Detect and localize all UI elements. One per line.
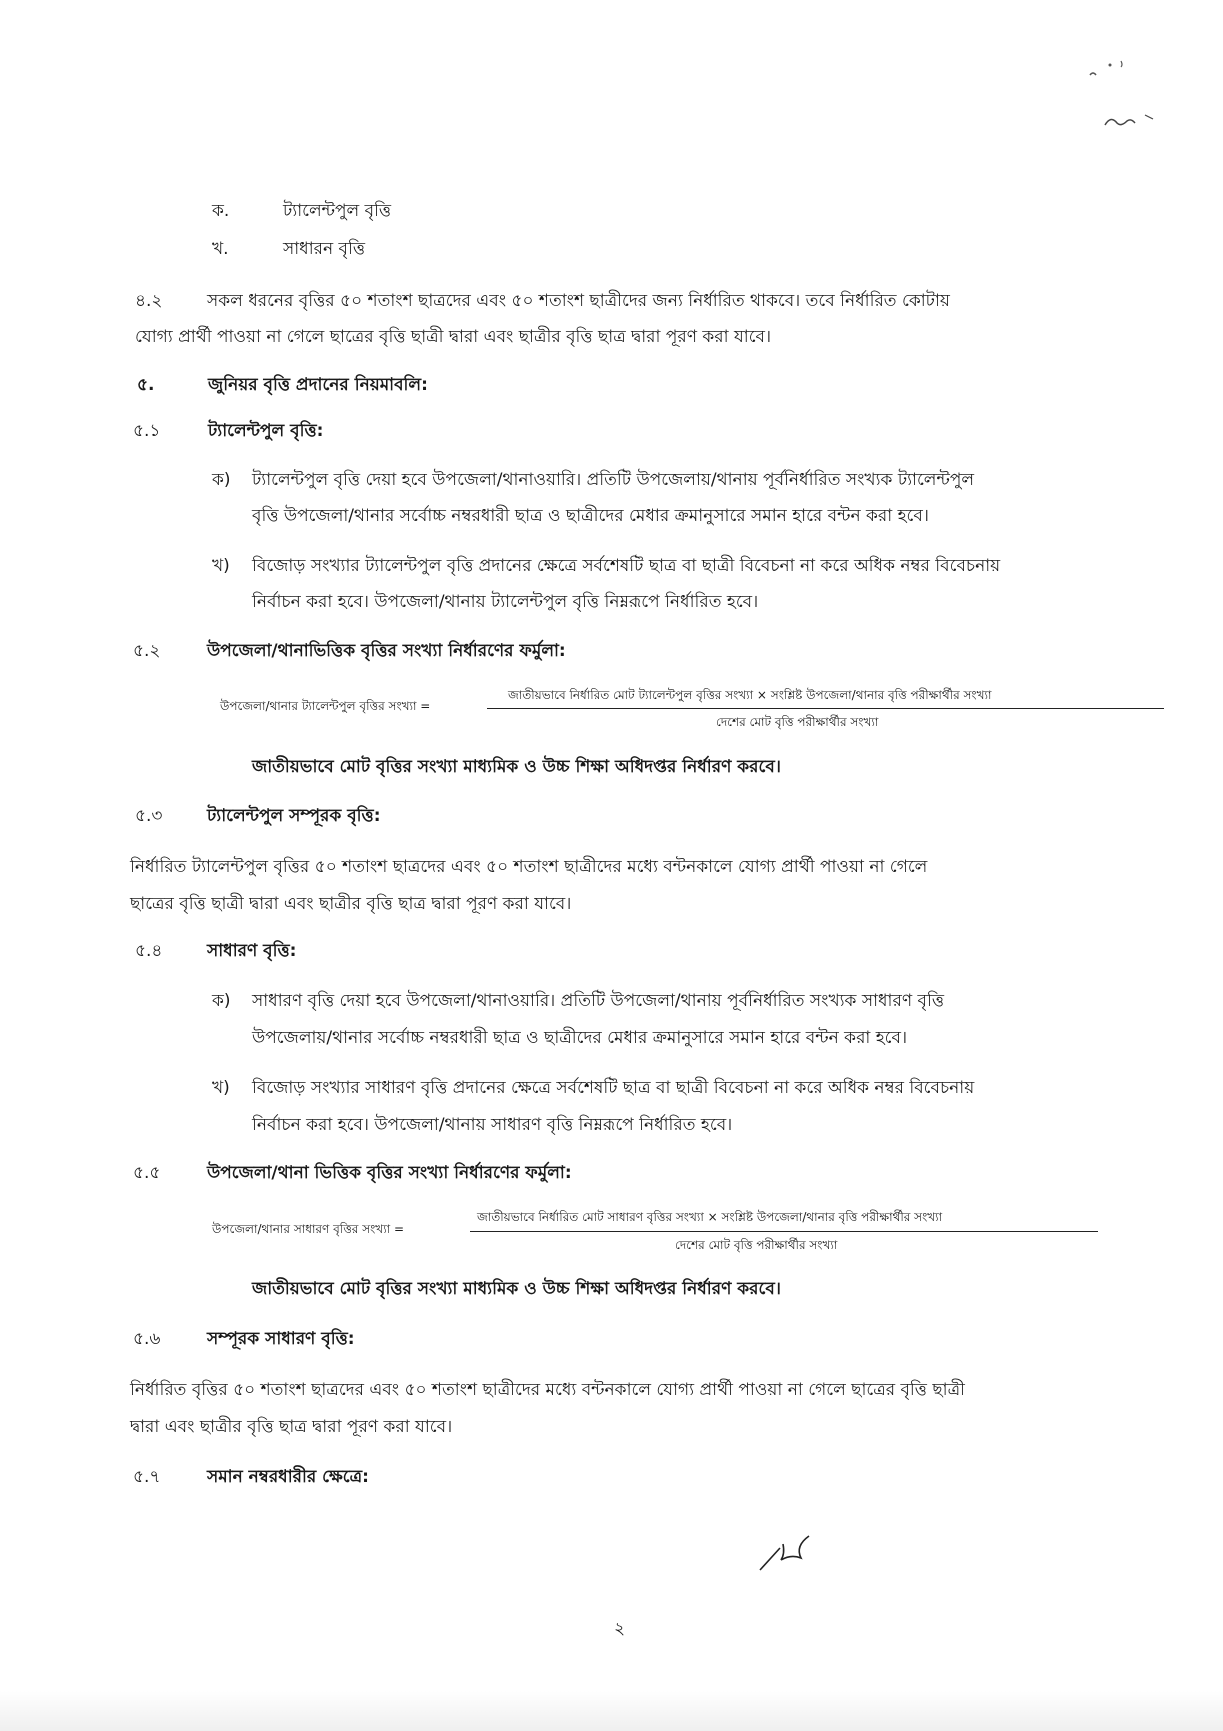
formula-label: উপজেলা/থানার ট্যালেন্টপুল বৃত্তির সংখ্যা = [220,699,431,713]
paragraph-line: নির্ধারিত ট্যালেন্টপুল বৃত্তির ৫০ শতাংশ ছাত্রদের এবং ৫০ শতাংশ ছাত্রীদের মধ্যে বন্টনকালে যোগ্য প্রার্থী পাওয়া না গেলে [130,857,928,877]
section-number: ৫.৫ [133,1163,161,1183]
section-number: ৪.২ [135,291,163,311]
note-text: জাতীয়ভাবে মোট বৃত্তির সংখ্যা মাধ্যমিক ও উচ্চ শিক্ষা অধিদপ্তর নির্ধারণ করবে। [252,1279,781,1299]
paragraph-line: দ্বারা এবং ছাত্রীর বৃত্তি ছাত্র দ্বারা পূরণ করা যাবে। [130,1417,453,1437]
list-item-text: সাধারন বৃত্তি [283,239,366,259]
paragraph-line: সাধারণ বৃত্তি দেয়া হবে উপজেলা/থানাওয়ারি। প্রতিটি উপজেলা/থানায় পূর্বনির্ধারিত সংখ্যক সাধারণ বৃত্তি [252,991,944,1011]
section-number: ৫.২ [133,641,161,661]
section-number: ৫.১ [133,421,161,441]
list-item-label: খ) [212,1078,230,1098]
section-number: ৫.৪ [135,941,163,961]
paragraph-line: বৃত্তি উপজেলা/থানার সর্বোচ্চ নম্বরধারী ছাত্র ও ছাত্রীদের মেধার ক্রমানুসারে সমান হারে বন্টন করা হবে। [252,506,929,526]
paragraph-line: ট্যালেন্টপুল বৃত্তি দেয়া হবে উপজেলা/থানাওয়ারি। প্রতিটি উপজেলায়/থানায় পূর্বনির্ধারিত সংখ্যক ট্যালেন্টপুল [252,470,975,490]
section-number: ৫.৭ [133,1467,161,1487]
signature-initial [755,1530,825,1580]
margin-handwritten-mark [1085,55,1175,155]
list-item-label: ক. [212,201,230,221]
paragraph-line: নির্বাচন করা হবে। উপজেলা/থানায় সাধারণ বৃত্তি নিম্নরূপে নির্ধারিত হবে। [252,1115,733,1135]
formula-denominator: দেশের মোট বৃত্তি পরীক্ষার্থীর সংখ্যা [716,715,879,729]
formula-label: উপজেলা/থানার সাধারণ বৃত্তির সংখ্যা = [212,1222,405,1236]
list-item-label: খ) [212,556,230,576]
section-number: ৫.৬ [133,1329,161,1349]
paragraph-line: সকল ধরনের বৃত্তির ৫০ শতাংশ ছাত্রদের এবং ৫০ শতাংশ ছাত্রীদের জন্য নির্ধারিত থাকবে। তবে নির্ধারিত কোটায় [207,291,950,311]
note-text: জাতীয়ভাবে মোট বৃত্তির সংখ্যা মাধ্যমিক ও উচ্চ শিক্ষা অধিদপ্তর নির্ধারণ করবে। [252,757,781,777]
paragraph-line: যোগ্য প্রার্থী পাওয়া না গেলে ছাত্রের বৃত্তি ছাত্রী দ্বারা এবং ছাত্রীর বৃত্তি ছাত্র দ্বারা পূরণ করা যাবে। [135,327,772,347]
formula-numerator: জাতীয়ভাবে নির্ধারিত মোট সাধারণ বৃত্তির সংখ্যা × সংশ্লিষ্ট উপজেলা/থানার বৃত্তি পরীক্ষার্থীর সংখ্যা [477,1210,943,1224]
paragraph-line: বিজোড় সংখ্যার সাধারণ বৃত্তি প্রদানের ক্ষেত্রে সর্বশেষটি ছাত্র বা ছাত্রী বিবেচনা না করে অধিক নম্বর বিবেচনায় [252,1078,975,1098]
section-heading: ট্যালেন্টপুল সম্পূরক বৃত্তি: [207,806,381,826]
paragraph-line: বিজোড় সংখ্যার ট্যালেন্টপুল বৃত্তি প্রদানের ক্ষেত্রে সর্বশেষটি ছাত্র বা ছাত্রী বিবেচনা না করে অধিক নম্বর বিবেচনায় [252,556,1001,576]
formula-denominator: দেশের মোট বৃত্তি পরীক্ষার্থীর সংখ্যা [675,1238,838,1252]
section-heading: জুনিয়র বৃত্তি প্রদানের নিয়মাবলি: [208,375,428,395]
section-number: ৫.৩ [135,806,163,826]
section-heading: সমান নম্বরধারীর ক্ষেত্রে: [207,1467,369,1487]
section-heading: উপজেলা/থানা ভিত্তিক বৃত্তির সংখ্যা নির্ধারণের ফর্মুলা: [207,1163,572,1183]
section-number: ৫. [137,375,155,395]
list-item-label: ক) [212,470,231,490]
paragraph-line: ছাত্রের বৃত্তি ছাত্রী দ্বারা এবং ছাত্রীর বৃত্তি ছাত্র দ্বারা পূরণ করা যাবে। [130,894,572,914]
paragraph-line: নির্ধারিত বৃত্তির ৫০ শতাংশ ছাত্রদের এবং ৫০ শতাংশ ছাত্রীদের মধ্যে বন্টনকালে যোগ্য প্রার্থী পাওয়া না গেলে ছাত্রের বৃত্তি ছাত্রী [130,1380,965,1400]
fraction-bar [487,708,1164,709]
fraction-bar [470,1231,1098,1232]
list-item-text: ট্যালেন্টপুল বৃত্তি [283,201,392,221]
section-heading: সাধারণ বৃত্তি: [207,941,297,961]
page-number: ২ [614,1619,626,1639]
list-item-label: খ. [212,239,229,259]
section-heading: ট্যালেন্টপুল বৃত্তি: [208,421,324,441]
formula-numerator: জাতীয়ভাবে নির্ধারিত মোট ট্যালেন্টপুল বৃত্তির সংখ্যা × সংশ্লিষ্ট উপজেলা/থানার বৃত্তি পরীক্ষার্থীর সংখ্যা [508,688,992,702]
list-item-label: ক) [212,991,231,1011]
paragraph-line: উপজেলায়/থানার সর্বোচ্চ নম্বরধারী ছাত্র ও ছাত্রীদের মেধার ক্রমানুসারে সমান হারে বন্টন করা হবে। [252,1028,908,1048]
paragraph-line: নির্বাচন করা হবে। উপজেলা/থানায় ট্যালেন্টপুল বৃত্তি নিম্নরূপে নির্ধারিত হবে। [252,592,759,612]
scan-edge-shadow [0,1691,1223,1731]
section-heading: সম্পূরক সাধারণ বৃত্তি: [207,1329,355,1349]
section-heading: উপজেলা/থানাভিত্তিক বৃত্তির সংখ্যা নির্ধারণের ফর্মুলা: [207,641,566,661]
